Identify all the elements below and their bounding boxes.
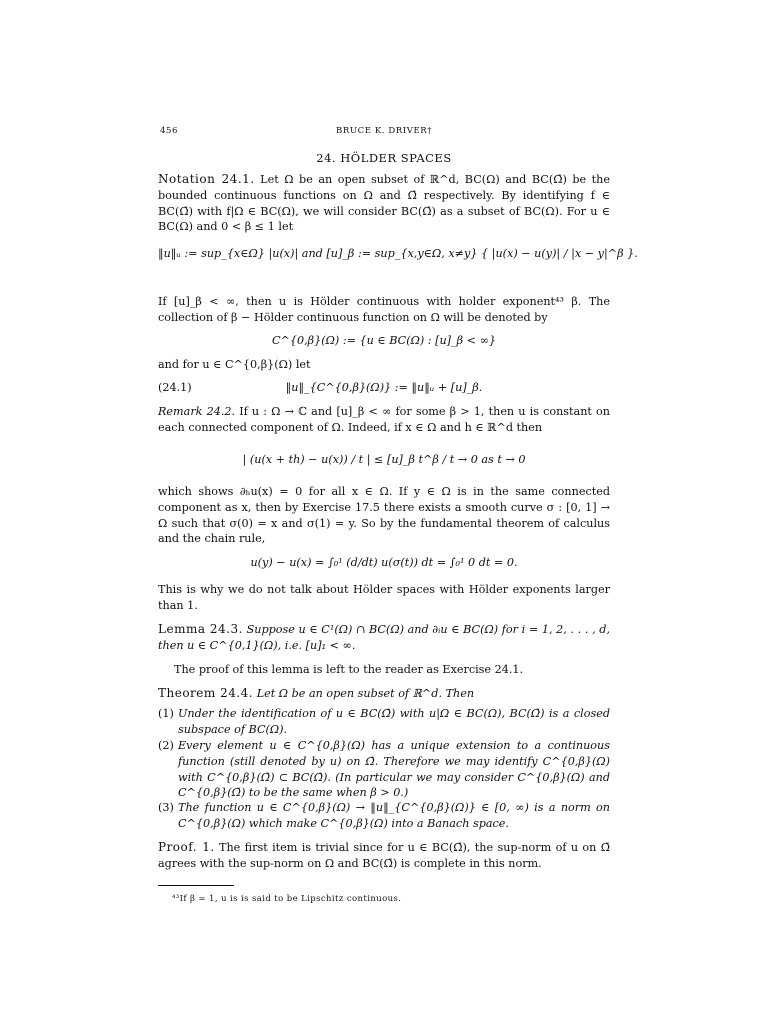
theorem-lead: Theorem 24.4.	[158, 686, 254, 700]
theorem-item-text: The function u ∈ C^{0,β}(Ω) → ‖u‖_{C^{0,β}(Ω)} ∈ [0, ∞) is a norm on C^{0,β}(Ω) which make C^{0,β}(Ω) into a Banach space.	[178, 801, 610, 830]
theorem-24-4	[158, 686, 610, 702]
equation-holder-space: C^{0,β}(Ω) := {u ∈ BC(Ω) : [u]_β < ∞}	[271, 334, 497, 347]
running-header	[158, 124, 610, 138]
notation-text: Let Ω be an open subset of ℝ^d, BC(Ω) and BC(Ω̄) be the bounded continuous functions on Ω and Ω̄ respectively. By identifying f ∈ BC(Ω̄) with f|Ω ∈ BC(Ω), we will consider BC(Ω̄) as a subset of BC(Ω). For u ∈ BC(Ω) and 0 < β ≤ 1 let	[158, 173, 610, 234]
page-number: 456	[160, 126, 179, 136]
section-title: 24. HÖLDER SPACES	[316, 151, 452, 165]
theorem-item-text: Under the identification of u ∈ BC(Ω̄) with u|Ω ∈ BC(Ω), BC(Ω̄) is a closed subspace of BC(Ω).	[178, 707, 610, 736]
proof-lead: Proof. 1.	[158, 840, 215, 854]
proof-text: The first item is trivial since for u ∈ BC(Ω̄), the sup-norm of u on Ω̄ agrees with the sup-norm on Ω and BC(Ω̄) is complete in this norm.	[158, 841, 610, 870]
equation-integral: u(y) − u(x) = ∫₀¹ (d/dt) u(σ(t)) dt = ∫₀¹ 0 dt = 0.	[250, 556, 518, 569]
theorem-item-number: (3)	[158, 801, 174, 814]
remark-24-2	[158, 404, 610, 436]
lemma-lead: Lemma 24.3.	[158, 622, 243, 636]
paragraph-for: and for u ∈ C^{0,β}(Ω) let	[158, 358, 311, 371]
paragraph-holder: If [u]_β < ∞, then u is Hölder continuous with holder exponent⁴³ β. The collection of β − Hölder continuous function on Ω will be denoted by	[158, 295, 610, 324]
footnote-rule	[158, 885, 234, 886]
theorem-item-number: (2)	[158, 739, 174, 752]
running-head: BRUCE K. DRIVER†	[336, 126, 433, 136]
paragraph-proof-left: The proof of this lemma is left to the reader as Exercise 24.1.	[174, 663, 524, 676]
equation-number: (24.1)	[158, 381, 192, 394]
proof-paragraph	[158, 840, 610, 872]
remark-text: If u : Ω → ℂ and [u]_β < ∞ for some β > 1, then u is constant on each connected component of Ω. Indeed, if x ∈ Ω and h ∈ ℝ^d then	[158, 405, 610, 434]
paragraph-this-is-why: This is why we do not talk about Hölder spaces with Hölder exponents larger than 1.	[158, 583, 610, 612]
equation-24-1	[158, 380, 610, 396]
lemma-24-3	[158, 622, 610, 654]
equation-difference-quotient: | (u(x + th) − u(x)) / t | ≤ [u]_β t^β / t → 0 as t → 0	[242, 453, 526, 466]
remark-lead: Remark 24.2.	[158, 405, 236, 418]
notation-24-1	[158, 172, 610, 235]
notation-lead: Notation 24.1.	[158, 172, 255, 186]
paragraph-which-shows: which shows ∂ₕu(x) = 0 for all x ∈ Ω. If y ∈ Ω is in the same connected component as x, then by Exercise 17.5 there exists a smooth curve σ : [0, 1] → Ω such that σ(0) = x and σ(1) = y. So by the fundamental theorem of calculus and the chain rule,	[158, 485, 610, 546]
footnote-43: ⁴³If β = 1, u is is said to be Lipschitz continuous.	[172, 894, 402, 904]
lemma-text: Suppose u ∈ C¹(Ω) ∩ BC(Ω) and ∂ᵢu ∈ BC(Ω) for i = 1, 2, . . . , d, then u ∈ C^{0,1}(Ω), i.e. [u]₁ < ∞.	[158, 623, 610, 652]
theorem-text: Let Ω be an open subset of ℝ^d. Then	[256, 687, 475, 700]
equation-norms: ‖u‖ᵤ := sup_{x∈Ω} |u(x)| and [u]_β := sup_{x,y∈Ω, x≠y} { |u(x) − u(y)| / |x − y|^β }.	[158, 247, 638, 260]
theorem-item-3	[158, 800, 610, 832]
theorem-item-1	[158, 706, 610, 738]
theorem-item-2	[158, 738, 610, 801]
equation-formula: ‖u‖_{C^{0,β}(Ω)} := ‖u‖ᵤ + [u]_β.	[285, 381, 483, 394]
theorem-item-text: Every element u ∈ C^{0,β}(Ω) has a unique extension to a continuous function (still denoted by u) on Ω̄. Therefore we may identify C^{0,β}(Ω) with C^{0,β}(Ω̄) ⊂ BC(Ω̄). (In particular we may consider C^{0,β}(Ω) and C^{0,β}(Ω̄) to be the same when β > 0.)	[178, 739, 610, 800]
theorem-item-number: (1)	[158, 707, 174, 720]
